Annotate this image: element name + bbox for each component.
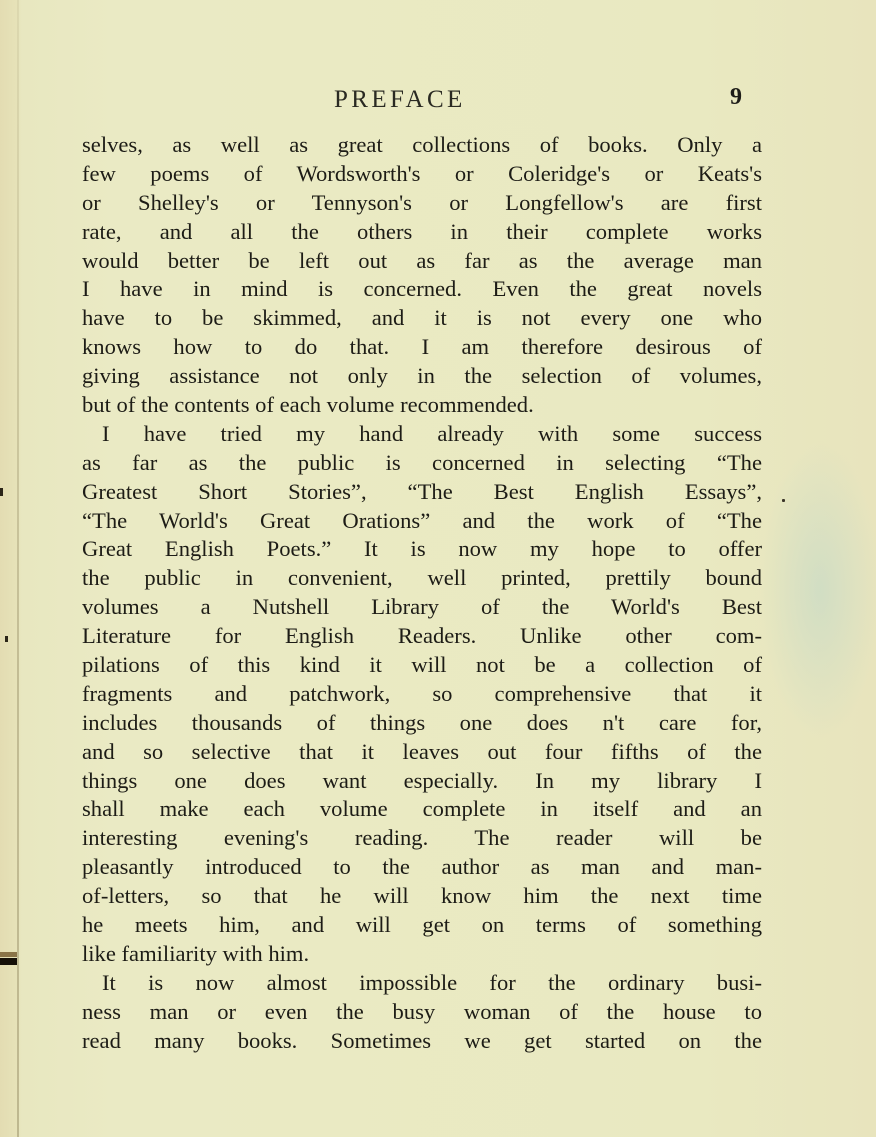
text-line: he meets him, and will get on terms of something <box>82 912 762 938</box>
text-line: as far as the public is concerned in selecting “The <box>82 449 762 475</box>
text-line: few poems of Wordsworth's or Coleridge's or Keats's <box>82 160 762 186</box>
text-line: fragments and patchwork, so comprehensive that it <box>82 680 762 706</box>
text-line: It is now almost impossible for the ordinary busi- <box>102 969 762 995</box>
edge-bookmark <box>0 958 17 965</box>
paragraph <box>82 131 762 420</box>
text-line: of-letters, so that he will know him the next time <box>82 883 762 909</box>
page-gutter-edge <box>17 0 19 1137</box>
text-line: have to be skimmed, and it is not every one who <box>82 305 762 331</box>
edge-speck <box>0 488 3 496</box>
text-line: like familiarity with him. <box>82 940 310 966</box>
edge-bookmark-shadow <box>0 952 17 957</box>
text-line: Greatest Short Stories”, “The Best English Essays”, <box>82 478 762 504</box>
paper-speck <box>782 499 785 502</box>
text-line: things one does want especially. In my library I <box>82 767 762 793</box>
text-line: but of the contents of each volume recommended. <box>82 392 534 418</box>
text-line: interesting evening's reading. The reader will be <box>82 825 762 851</box>
text-line: ness man or even the busy woman of the house to <box>82 998 762 1024</box>
page-number: 9 <box>730 84 742 110</box>
text-line: and so selective that it leaves out four fifths of the <box>82 738 762 764</box>
text-line: pleasantly introduced to the author as man and man- <box>82 854 762 880</box>
edge-speck <box>5 636 8 642</box>
text-line: or Shelley's or Tennyson's or Longfellow's are first <box>82 189 762 215</box>
text-line: “The World's Great Orations” and the work of “The <box>82 507 762 533</box>
running-head-title: PREFACE <box>334 86 466 113</box>
text-line: Great English Poets.” It is now my hope to offer <box>82 536 762 562</box>
text-line: shall make each volume complete in itself and an <box>82 796 762 822</box>
text-line: read many books. Sometimes we get started on the <box>82 1027 762 1053</box>
text-line: Literature for English Readers. Unlike other com- <box>82 623 762 649</box>
text-line: would better be left out as far as the average man <box>82 247 762 273</box>
text-line: I have tried my hand already with some success <box>102 420 762 446</box>
paragraph <box>82 969 762 1056</box>
text-line: giving assistance not only in the selection of volumes, <box>82 363 762 389</box>
text-line: rate, and all the others in their complete works <box>82 218 762 244</box>
text-line: selves, as well as great collections of books. Only a <box>82 132 762 157</box>
body-text <box>82 131 762 1056</box>
text-line: I have in mind is concerned. Even the great novels <box>82 276 762 302</box>
paragraph <box>82 420 762 969</box>
text-line: volumes a Nutshell Library of the World's Best <box>82 594 762 620</box>
text-line: pilations of this kind it will not be a collection of <box>82 652 762 678</box>
text-line: the public in convenient, well printed, prettily bound <box>82 565 762 591</box>
text-line: knows how to do that. I am therefore desirous of <box>82 334 762 360</box>
text-line: includes thousands of things one does n't care for, <box>82 709 762 735</box>
running-head <box>0 86 876 118</box>
